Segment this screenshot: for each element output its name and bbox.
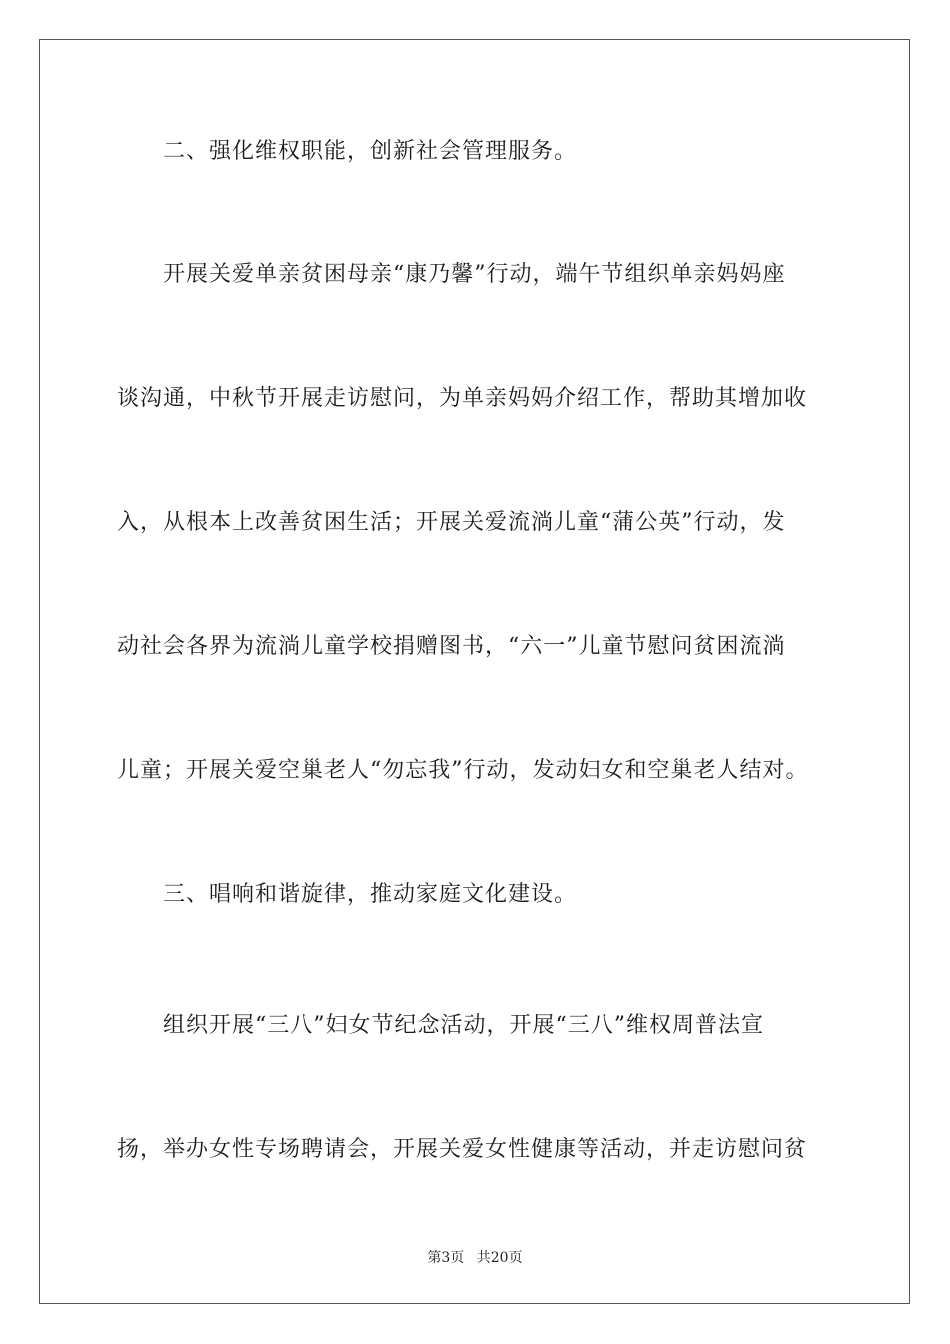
paragraph-line: 儿童；开展关爱空巢老人“勿忘我”行动，发动妇女和空巢老人结对。: [117, 758, 809, 783]
paragraph-line: 组织开展“三八”妇女节纪念活动，开展“三八”维权周普法宣: [163, 1013, 764, 1038]
page-number: 第3页: [427, 1250, 465, 1266]
paragraph-line: 开展关爱单亲贫困母亲“康乃馨”行动，端午节组织单亲妈妈座: [163, 262, 786, 287]
paragraph-line: 入，从根本上改善贫困生活；开展关爱流淌儿童“蒲公英”行动，发: [117, 510, 786, 535]
section-heading-3: 三、唱响和谐旋律，推动家庭文化建设。: [163, 882, 578, 907]
paragraph-line: 谈沟通，中秋节开展走访慰问，为单亲妈妈介绍工作，帮助其增加收: [117, 386, 808, 411]
paragraph-line: 动社会各界为流淌儿童学校捐赠图书，“六一”儿童节慰问贫困流淌: [117, 634, 786, 659]
section-heading-2: 二、强化维权职能，创新社会管理服务。: [163, 139, 578, 164]
page-border: [39, 39, 910, 1304]
page-total: 共20页: [476, 1250, 523, 1266]
paragraph-line: 扬，举办女性专场聘请会，开展关爱女性健康等活动，并走访慰问贫: [117, 1137, 808, 1162]
page-footer: [0, 1248, 950, 1268]
